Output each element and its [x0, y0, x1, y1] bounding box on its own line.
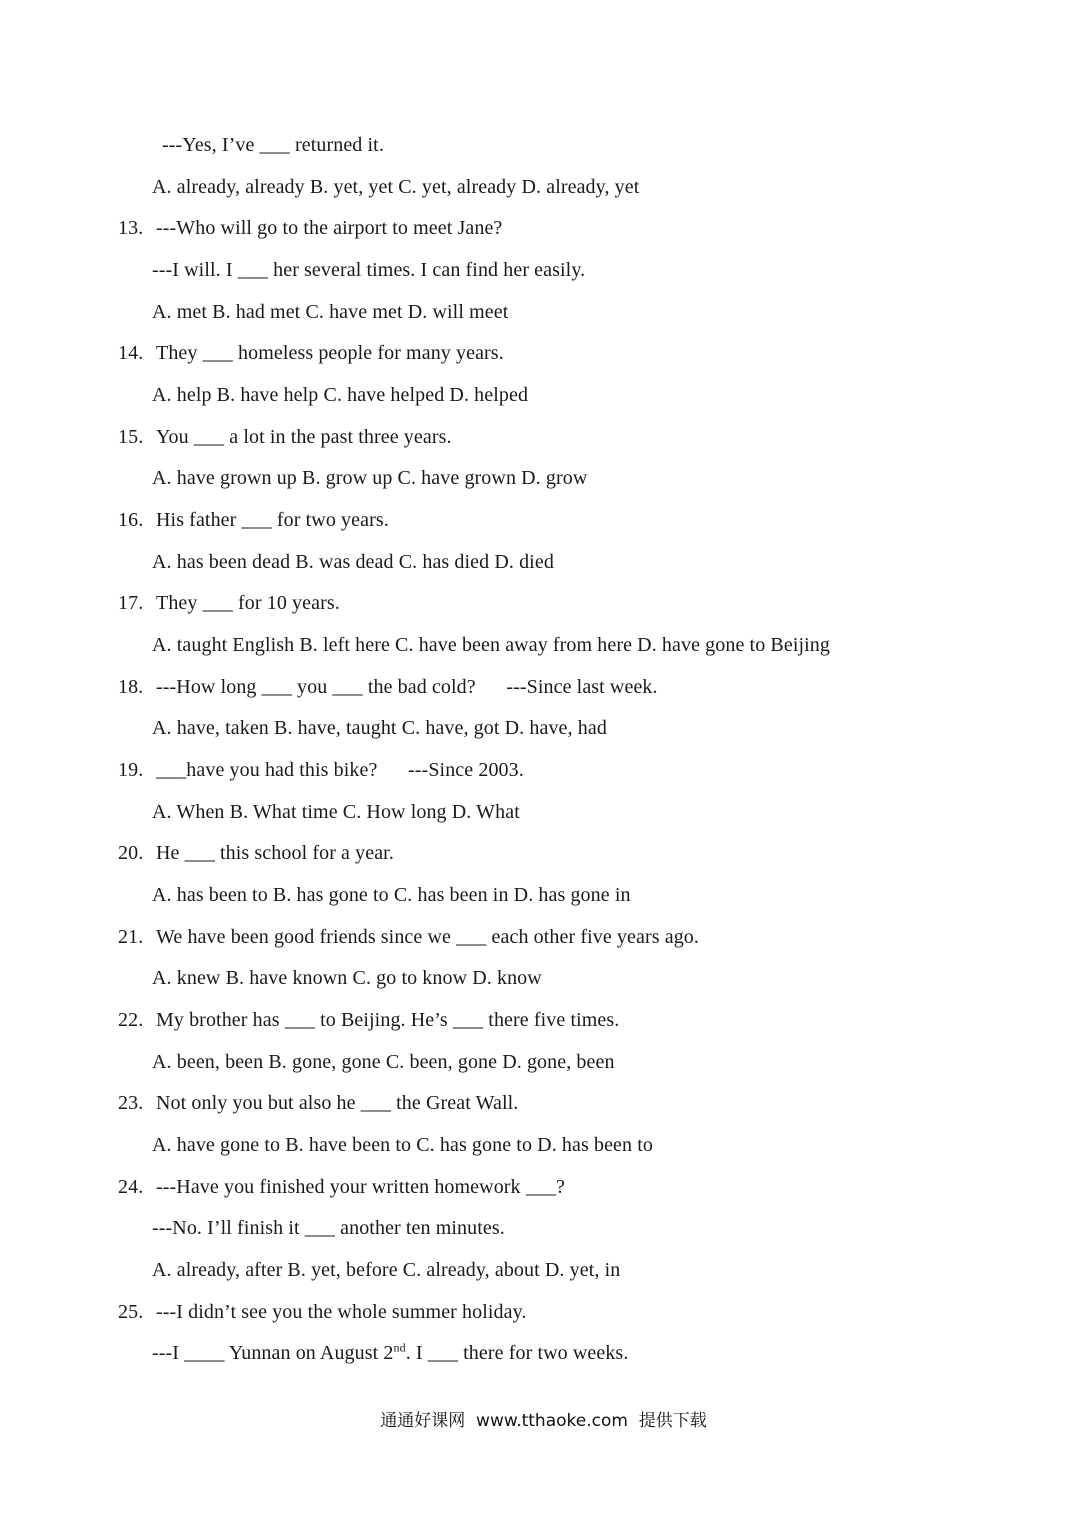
- question-stem: ---Have you finished your written homework ___?: [156, 1176, 566, 1198]
- question-number: 22.: [118, 1009, 144, 1031]
- question-stem: They ___ homeless people for many years.: [156, 342, 504, 364]
- question-stem: His father ___ for two years.: [156, 509, 389, 531]
- question-24: [118, 1175, 565, 1199]
- q12-answer-line: ---Yes, I’ve ___ returned it.: [162, 134, 384, 156]
- q19-options: A. When B. What time C. How long D. What: [152, 801, 520, 823]
- question-17: [118, 591, 340, 615]
- question-number: 15.: [118, 426, 144, 448]
- question-16: [118, 508, 389, 532]
- ordinal-suffix: nd: [393, 1340, 406, 1355]
- question-number: 13.: [118, 217, 144, 239]
- question-number: 16.: [118, 509, 144, 531]
- q13-options: A. met B. had met C. have met D. will meet: [152, 301, 509, 323]
- question-number: 23.: [118, 1092, 144, 1114]
- question-number: 17.: [118, 592, 144, 614]
- question-25: [118, 1300, 527, 1324]
- question-stem: They ___ for 10 years.: [156, 592, 340, 614]
- q12-options: A. already, already B. yet, yet C. yet, already D. already, yet: [152, 176, 640, 198]
- q17-options: A. taught English B. left here C. have been away from here D. have gone to Beijing: [152, 634, 831, 656]
- question-number: 20.: [118, 842, 144, 864]
- question-stem: You ___ a lot in the past three years.: [156, 426, 452, 448]
- question-15: [118, 425, 452, 449]
- question-14: [118, 341, 504, 365]
- question-20: [118, 841, 394, 865]
- q25-answer-line: [152, 1341, 628, 1365]
- question-22: [118, 1008, 619, 1032]
- question-18: [118, 675, 658, 699]
- question-number: 18.: [118, 676, 144, 698]
- question-21: [118, 925, 699, 949]
- question-stem: Not only you but also he ___ the Great Wall.: [156, 1092, 519, 1114]
- question-number: 14.: [118, 342, 144, 364]
- question-stem: ___have you had this bike? ---Since 2003.: [156, 759, 524, 781]
- page-footer: 通通好课网 www.tthaoke.com 提供下载: [380, 1411, 707, 1431]
- question-number: 19.: [118, 759, 144, 781]
- question-13: [118, 216, 502, 240]
- answer-text-start: ---I ____ Yunnan on August 2: [152, 1342, 394, 1364]
- q16-options: A. has been dead B. was dead C. has died D. died: [152, 551, 554, 573]
- q13-answer-line: ---I will. I ___ her several times. I can find her easily.: [152, 259, 586, 281]
- q20-options: A. has been to B. has gone to C. has been in D. has gone in: [152, 884, 631, 906]
- question-stem: ---Who will go to the airport to meet Jane?: [156, 217, 503, 239]
- question-number: 21.: [118, 926, 144, 948]
- question-number: 24.: [118, 1176, 144, 1198]
- q24-answer-line: ---No. I’ll finish it ___ another ten minutes.: [152, 1217, 505, 1239]
- q22-options: A. been, been B. gone, gone C. been, gone D. gone, been: [152, 1051, 615, 1073]
- answer-text-end: . I ___ there for two weeks.: [405, 1342, 629, 1364]
- q24-options: A. already, after B. yet, before C. already, about D. yet, in: [152, 1259, 621, 1281]
- question-23: [118, 1091, 518, 1115]
- question-stem: We have been good friends since we ___ each other five years ago.: [156, 926, 700, 948]
- question-stem: ---How long ___ you ___ the bad cold? ---Since last week.: [156, 676, 658, 698]
- question-number: 25.: [118, 1301, 144, 1323]
- question-stem: He ___ this school for a year.: [156, 842, 394, 864]
- q14-options: A. help B. have help C. have helped D. helped: [152, 384, 529, 406]
- q21-options: A. knew B. have known C. go to know D. know: [152, 967, 542, 989]
- question-19: [118, 758, 524, 782]
- question-stem: My brother has ___ to Beijing. He’s ___ there five times.: [156, 1009, 620, 1031]
- q23-options: A. have gone to B. have been to C. has gone to D. has been to: [152, 1134, 653, 1156]
- q15-options: A. have grown up B. grow up C. have grown D. grow: [152, 467, 588, 489]
- q18-options: A. have, taken B. have, taught C. have, got D. have, had: [152, 717, 607, 739]
- question-stem: ---I didn’t see you the whole summer holiday.: [156, 1301, 527, 1323]
